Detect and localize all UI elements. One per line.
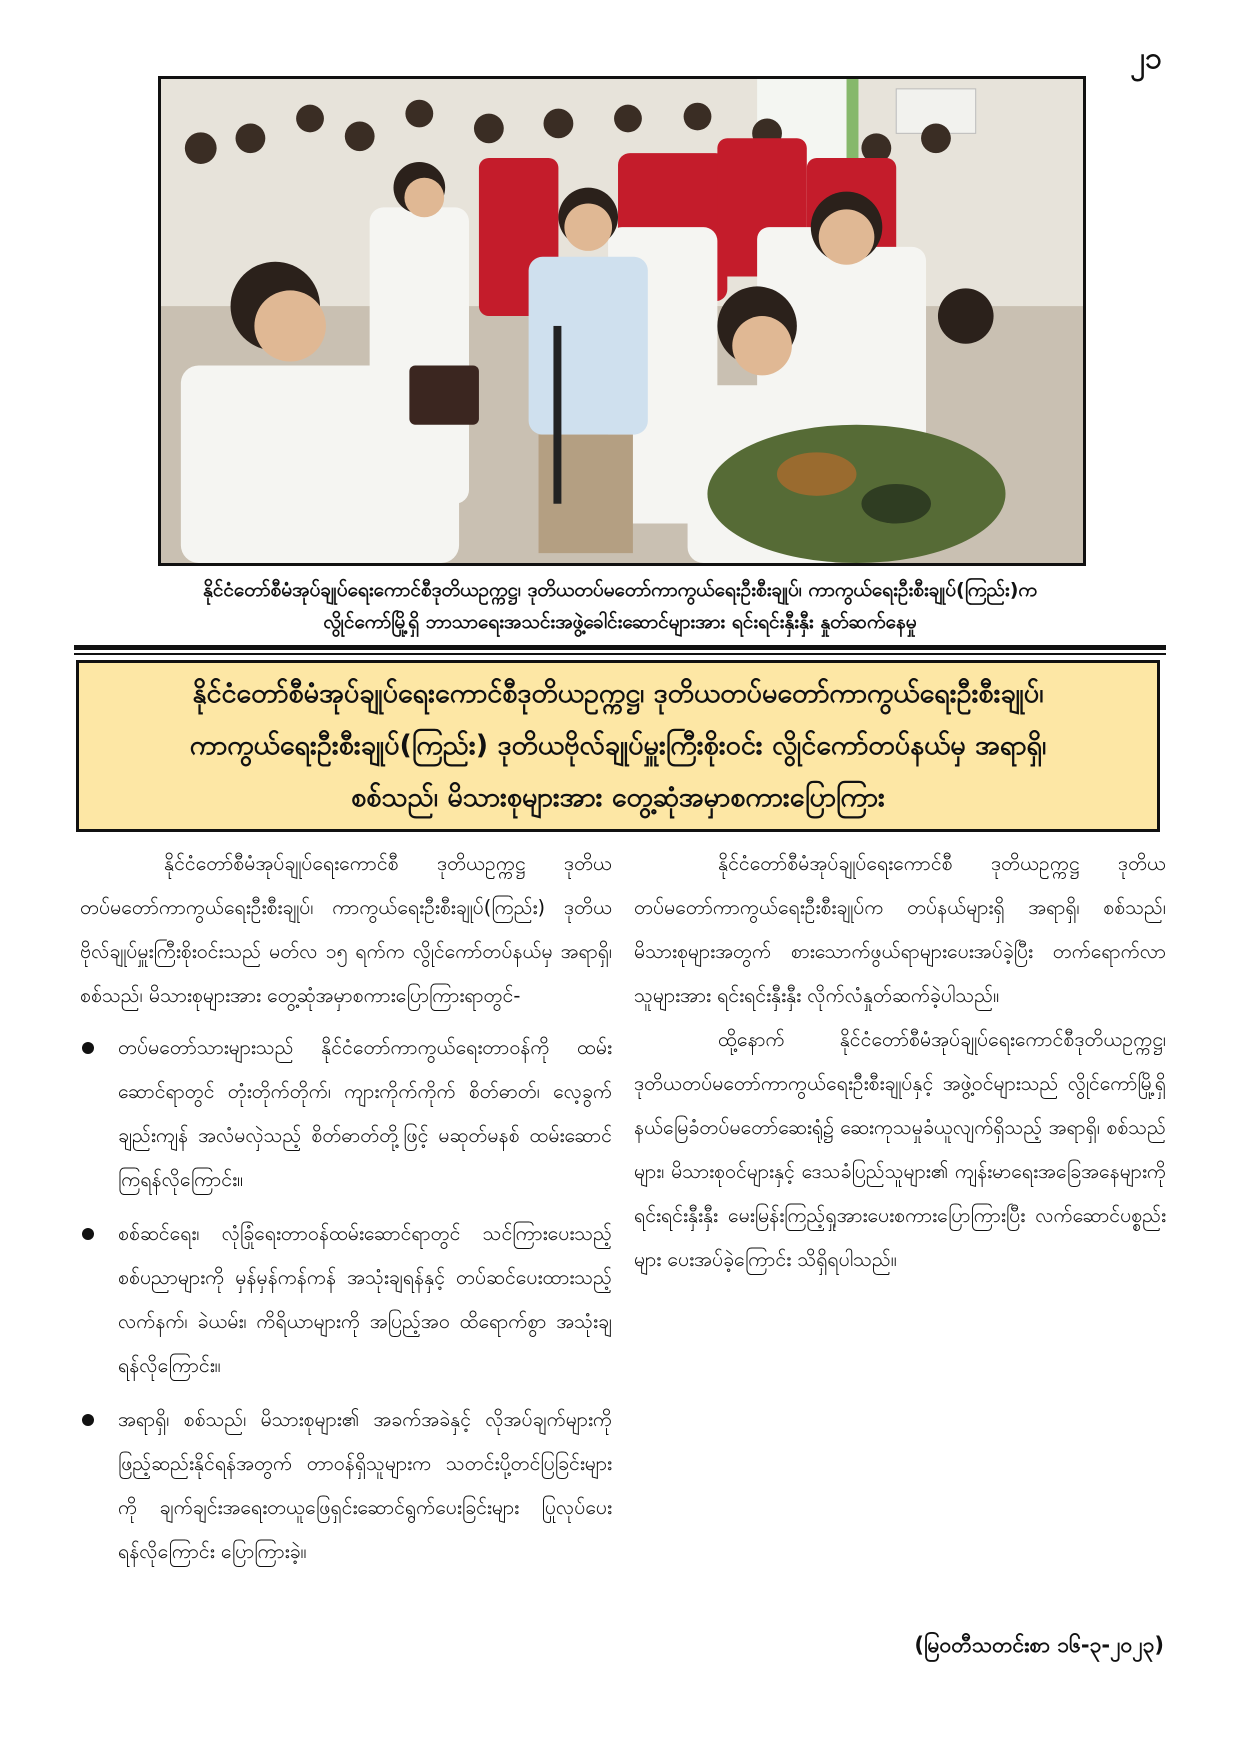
bullet-text: အရာရှိ၊ စစ်သည်၊ မိသားစုများ၏ အခက်အခဲနှင့် လိုအပ်ချက်များကို ဖြည့်ဆည်းနိုင်ရန်အတွက် တာဝန်ရှိသူများက သတင်းပို့တင်ပြခြင်းများကို ချက်ချင်းအရေးတယူဖြေရှင်းဆောင်ရွက်ပေးခြင်းများ ပြုလုပ်ပေးရန်လိုကြောင်း ပြောကြားခဲ့။: [118, 1408, 612, 1563]
bullet-dot-icon: [82, 1042, 94, 1054]
bullet-list: [80, 1026, 612, 1574]
source-citation: (မြဝတီသတင်းစာ ၁၆-၃-၂၀၂၃): [914, 1633, 1164, 1657]
divider-thin: [74, 653, 1166, 655]
bullet-item: [80, 1212, 612, 1388]
right-column: [634, 842, 1166, 1282]
left-column: [80, 842, 612, 1584]
photo-caption: [120, 574, 1120, 638]
headline-box: [76, 660, 1160, 832]
divider-thick: [74, 645, 1166, 650]
caption-line-2: လွိုင်ကော်မြို့ရှိ ဘာသာရေးအသင်းအဖွဲ့ခေါင်းဆောင်များအား ရင်းရင်းနှီးနှီး နှုတ်ဆက်နေမှု: [323, 611, 917, 633]
caption-line-1: နိုင်ငံတော်စီမံအုပ်ချုပ်ရေးကောင်စီဒုတိယဥက္ကဋ္ဌ၊ ဒုတိယတပ်မတော်ကာကွယ်ရေးဦးစီးချုပ်၊ ကာကွယ်ရေးဦးစီးချုပ်(ကြည်း)က: [203, 579, 1037, 601]
bullet-item: [80, 1026, 612, 1202]
right-paragraph-2: ထို့နောက် နိုင်ငံတော်စီမံအုပ်ချုပ်ရေးကောင်စီဒုတိယဥက္ကဋ္ဌ၊ ဒုတိယတပ်မတော်ကာကွယ်ရေးဦးစီးချုပ်နှင့် အဖွဲ့ဝင်များသည် လွိုင်ကော်မြို့ရှိ နယ်မြေခံတပ်မတော်ဆေးရုံ၌ ဆေးကုသမှုခံယူလျက်ရှိသည့် အရာရှိ၊ စစ်သည်များ၊ မိသားစုဝင်များနှင့် ဒေသခံပြည်သူများ၏ ကျန်းမာရေးအခြေအနေများကို ရင်းရင်းနှီးနှီး မေးမြန်းကြည့်ရှုအားပေးစကားပြောကြားပြီး လက်ဆောင်ပစ္စည်းများ ပေးအပ်ခဲ့ကြောင်း သိရှိရပါသည်။: [634, 1028, 1166, 1271]
news-photo: [158, 76, 1086, 566]
bullet-text: တပ်မတော်သားများသည် နိုင်ငံတော်ကာကွယ်ရေးတာဝန်ကို ထမ်းဆောင်ရာတွင် တုံးတိုက်တိုက်၊ ကျားကိုက်ကိုက် စိတ်ဓာတ်၊ လေ့ခွက်ချည်းကျန် အလံမလှဲသည့် စိတ်ဓာတ်တို့ဖြင့် မဆုတ်မနစ် ထမ်းဆောင်ကြရန်လိုကြောင်း။: [118, 1036, 612, 1191]
headline-line-1: နိုင်ငံတော်စီမံအုပ်ချုပ်ရေးကောင်စီဒုတိယဥက္ကဋ္ဌ၊ ဒုတိယတပ်မတော်ကာကွယ်ရေးဦးစီးချုပ်၊: [192, 678, 1044, 709]
page-number: ၂၁: [1130, 41, 1162, 76]
bullet-text: စစ်ဆင်ရေး၊ လုံခြုံရေးတာဝန်ထမ်းဆောင်ရာတွင် သင်ကြားပေးသည့် စစ်ပညာများကို မှန်မှန်ကန်ကန် အသုံးချရန်နှင့် တပ်ဆင်ပေးထားသည့် လက်နက်၊ ခဲယမ်း၊ ကိရိယာများကို အပြည့်အဝ ထိရောက်စွာ အသုံးချရန်လိုကြောင်း။: [118, 1222, 612, 1377]
headline-line-2: ကာကွယ်ရေးဦးစီးချုပ်(ကြည်း) ဒုတိယဗိုလ်ချုပ်မှူးကြီးစိုးဝင်း လွိုင်ကော်တပ်နယ်မှ အရာရှိ၊: [189, 730, 1047, 761]
intro-paragraph: နိုင်ငံတော်စီမံအုပ်ချုပ်ရေးကောင်စီ ဒုတိယဥက္ကဋ္ဌ ဒုတိယတပ်မတော်ကာကွယ်ရေးဦးစီးချုပ်၊ ကာကွယ်ရေးဦးစီးချုပ်(ကြည်း) ဒုတိယဗိုလ်ချုပ်မှူးကြီးစိုးဝင်းသည် မတ်လ ၁၅ ရက်က လွိုင်ကော်တပ်နယ်မှ အရာရှိ၊ စစ်သည်၊ မိသားစုများအား တွေ့ဆုံအမှာစကားပြောကြားရာတွင်-: [80, 852, 612, 1007]
bullet-dot-icon: [82, 1228, 94, 1240]
right-paragraph-1: နိုင်ငံတော်စီမံအုပ်ချုပ်ရေးကောင်စီ ဒုတိယဥက္ကဋ္ဌ ဒုတိယတပ်မတော်ကာကွယ်ရေးဦးစီးချုပ်က တပ်နယ်များရှိ အရာရှိ၊ စစ်သည်၊ မိသားစုများအတွက် စားသောက်ဖွယ်ရာများပေးအပ်ခဲ့ပြီး တက်ရောက်လာသူများအား ရင်းရင်းနှီးနှီး လိုက်လံနှုတ်ဆက်ခဲ့ပါသည်။: [634, 852, 1166, 1007]
headline-line-3: စစ်သည်၊ မိသားစုများအား တွေ့ဆုံအမှာစကားပြောကြား: [351, 782, 885, 813]
photo-image: [161, 79, 1083, 563]
bullet-item: [80, 1398, 612, 1574]
bullet-dot-icon: [82, 1414, 94, 1426]
